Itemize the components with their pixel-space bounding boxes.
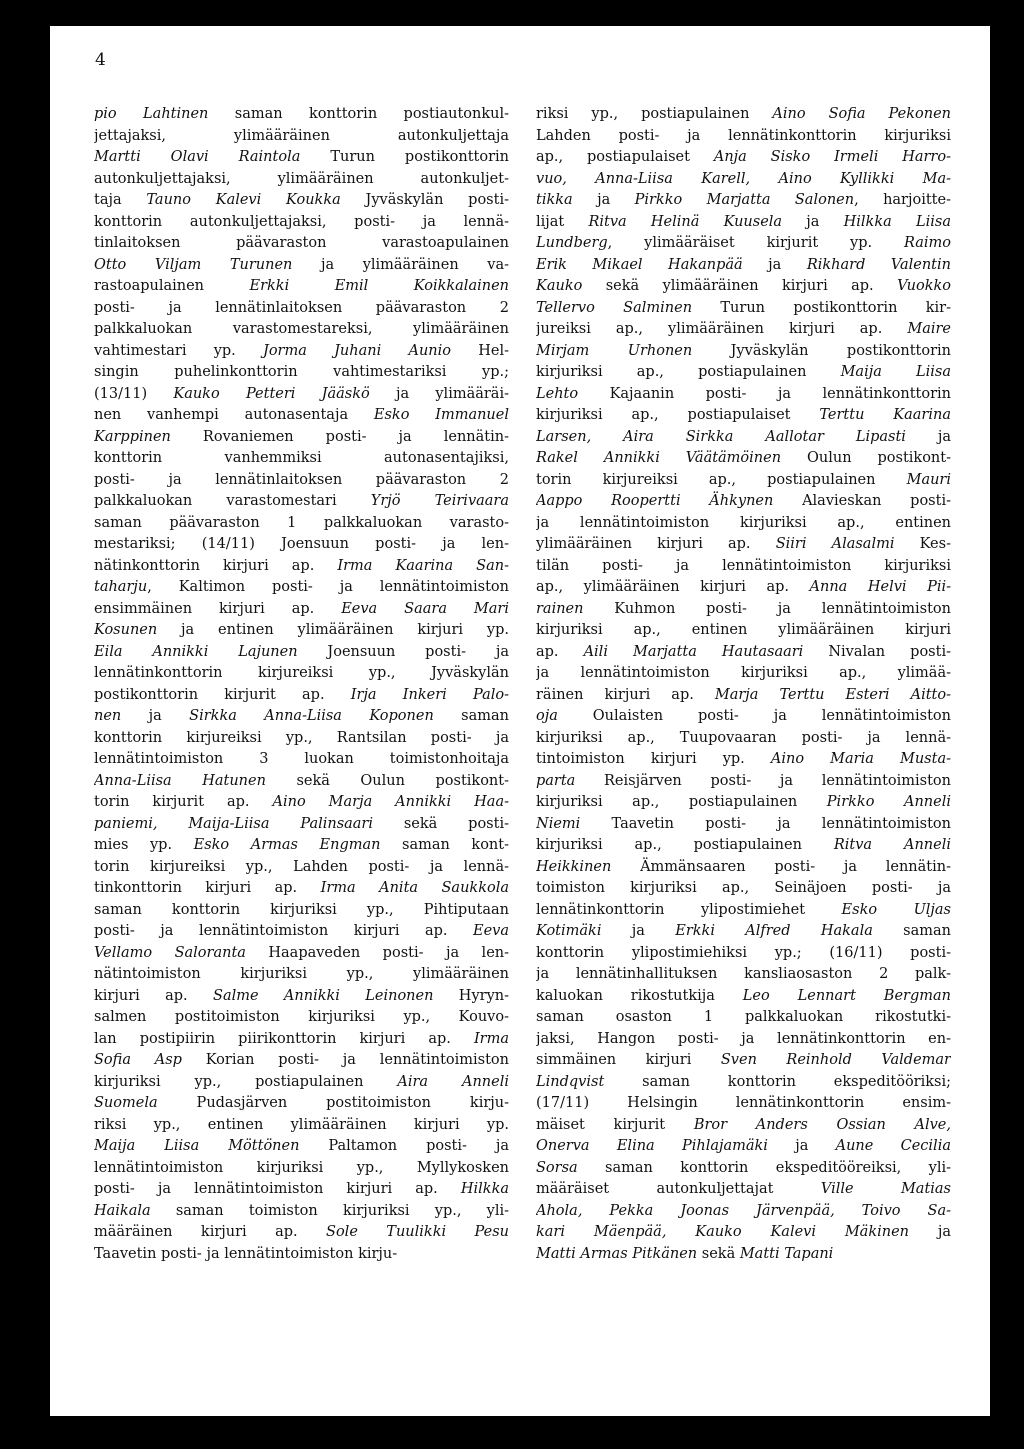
text-line: Tellervo Salminen Turun postikonttorin kir- (536, 299, 951, 316)
text-line: jureiksi ap., ylimääräinen kirjuri ap. Maire (536, 321, 951, 337)
text-line: konttorin kirjureiksi yp., Rantsilan posti- ja (94, 729, 509, 746)
text-line: lan postipiirin piirikonttorin kirjuri ap. Irma (94, 1030, 509, 1047)
text-line: Karppinen Rovaniemen posti- ja lennätin- (94, 428, 509, 445)
page-number: 4 (95, 50, 106, 70)
text-line: jettajaksi, ylimääräinen autonkuljettaja (94, 127, 509, 144)
text-line: nen ja Sirkka Anna-Liisa Koponen saman (94, 708, 509, 724)
text-line: vahtimestari yp. Jorma Juhani Aunio Hel- (94, 342, 509, 359)
text-line: Martti Olavi Raintola Turun postikonttorin (94, 149, 509, 165)
text-line: Otto Viljam Turunen ja ylimääräinen va- (94, 256, 509, 273)
text-line: Haikala saman toimiston kirjuriksi yp., yli- (94, 1202, 509, 1219)
text-line: mestariksi; (14/11) Joensuun posti- ja len- (94, 536, 509, 552)
text-line: postikonttorin kirjurit ap. Irja Inkeri Palo- (94, 686, 509, 703)
text-line: määräiset autonkuljettajat Ville Matias (536, 1181, 951, 1197)
text-line: lennätintoimiston 3 luokan toimistonhoitaja (94, 751, 509, 767)
text-line: Eila Annikki Lajunen Joensuun posti- ja (94, 643, 509, 660)
text-line: riksi yp., entinen ylimääräinen kirjuri yp. (94, 1116, 509, 1133)
text-line: oja Oulaisten posti- ja lennätintoimiston (536, 708, 951, 724)
text-line: parta Reisjärven posti- ja lennätintoimiston (536, 772, 951, 789)
text-line: Vellamo Saloranta Haapaveden posti- ja len- (94, 944, 509, 961)
text-line: torin kirjurit ap. Aino Marja Annikki Haa- (94, 794, 509, 810)
text-line: (13/11) Kauko Petteri Jääskö ja ylimääräi- (94, 385, 509, 402)
text-line: autonkuljettajaksi, ylimääräinen autonkuljet- (94, 170, 509, 187)
text-line: mies yp. Esko Armas Engman saman kont- (94, 837, 509, 853)
text-line: konttorin ylipostimiehiksi yp.; (16/11) posti- (536, 944, 951, 961)
text-line: Suomela Pudasjärven postitoimiston kirju- (94, 1095, 509, 1111)
text-line: torin kirjureiksi ap., postiapulainen Mauri (536, 471, 951, 488)
text-line: Matti Armas Pitkänen sekä Matti Tapani (536, 1245, 834, 1262)
text-line: nätinkonttorin kirjuri ap. Irma Kaarina San- (94, 557, 509, 574)
text-line: kirjuriksi ap., postiapulaiset Terttu Kaarina (536, 407, 951, 423)
text-line: ap. Aili Marjatta Hautasaari Nivalan posti- (536, 643, 951, 660)
text-line: tikka ja Pirkko Marjatta Salonen, harjoitte- (536, 192, 951, 208)
text-line: Taavetin posti- ja lennätintoimiston kirju- (94, 1245, 398, 1262)
text-line: mäiset kirjurit Bror Anders Ossian Alve, (536, 1116, 951, 1133)
text-line: lennätinkonttorin kirjureiksi yp., Jyväskylän (94, 665, 509, 681)
document-page (50, 26, 990, 1416)
text-line: paniemi, Maija-Liisa Palinsaari sekä posti- (94, 815, 509, 832)
text-line: saman osaston 1 palkkaluokan rikostutki- (536, 1009, 951, 1025)
text-line: Lindqvist saman konttorin ekspeditööriksi; (536, 1073, 951, 1090)
text-line: simmäinen kirjuri Sven Reinhold Valdemar (536, 1052, 951, 1068)
text-line: kari Mäenpää, Kauko Kalevi Mäkinen ja (536, 1224, 951, 1240)
text-line: singin puhelinkonttorin vahtimestariksi yp.; (94, 364, 509, 380)
text-line: vuo, Anna-Liisa Karell, Aino Kyllikki Ma- (536, 170, 951, 187)
text-line: kirjuri ap. Salme Annikki Leinonen Hyryn- (94, 987, 509, 1004)
text-line: Lehto Kajaanin posti- ja lennätinkonttorin (536, 385, 951, 402)
text-line: Kauko sekä ylimääräinen kirjuri ap. Vuokko (536, 278, 951, 294)
text-line: räinen kirjuri ap. Marja Terttu Esteri Aitto- (536, 686, 951, 703)
text-line: Anna-Liisa Hatunen sekä Oulun postikont- (94, 772, 509, 789)
text-line: Larsen, Aira Sirkka Aallotar Lipasti ja (536, 428, 951, 445)
text-line: ap., ylimääräinen kirjuri ap. Anna Helvi Pii- (536, 579, 951, 595)
text-line: ap., postiapulaiset Anja Sisko Irmeli Harro- (536, 149, 951, 165)
text-line: kirjuriksi ap., postiapulainen Maija Liisa (536, 364, 951, 380)
text-line: kirjuriksi ap., postiapulainen Ritva Anneli (536, 837, 951, 853)
text-line: ensimmäinen kirjuri ap. Eeva Saara Mari (94, 600, 509, 617)
text-line: kaluokan rikostutkija Leo Lennart Bergman (536, 987, 951, 1004)
text-line: rastoapulainen Erkki Emil Koikkalainen (94, 278, 509, 294)
text-line: posti- ja lennätinlaitoksen päävaraston 2 (94, 471, 509, 488)
text-line: posti- ja lennätintoimiston kirjuri ap. Hilkka (94, 1181, 509, 1197)
text-line: Kosunen ja entinen ylimääräinen kirjuri yp. (94, 622, 509, 638)
text-line: Sorsa saman konttorin ekspeditööreiksi, yli- (536, 1159, 951, 1176)
text-line: taja Tauno Kalevi Koukka Jyväskylän posti- (94, 192, 509, 208)
text-line: pio Lahtinen saman konttorin postiautonkul- (94, 106, 509, 122)
text-line: Aappo Roopertti Ähkynen Alavieskan posti- (536, 493, 951, 509)
text-line: Niemi Taavetin posti- ja lennätintoimiston (536, 815, 951, 832)
text-line: määräinen kirjuri ap. Sole Tuulikki Pesu (94, 1224, 509, 1240)
text-line: Maija Liisa Möttönen Paltamon posti- ja (94, 1138, 509, 1154)
text-line: Erik Mikael Hakanpää ja Rikhard Valentin (536, 256, 951, 273)
text-line: konttorin vanhemmiksi autonasentajiksi, (94, 450, 509, 466)
text-line: ylimääräinen kirjuri ap. Siiri Alasalmi Kes- (536, 536, 951, 552)
text-line: saman päävaraston 1 palkkaluokan varasto- (94, 514, 509, 531)
text-line: Mirjam Urhonen Jyväskylän postikonttorin (536, 342, 951, 359)
text-line: tinlaitoksen päävaraston varastoapulainen (94, 235, 509, 251)
text-line: torin kirjureiksi yp., Lahden posti- ja lennä- (94, 858, 509, 875)
text-line: salmen postitoimiston kirjuriksi yp., Kouvo- (94, 1009, 509, 1025)
text-line: ja lennätintoimiston kirjuriksi ap., ylimää- (536, 665, 951, 681)
text-line: Kotimäki ja Erkki Alfred Hakala saman (536, 923, 951, 939)
text-line: Sofia Asp Korian posti- ja lennätintoimiston (94, 1052, 509, 1068)
text-line: Onerva Elina Pihlajamäki ja Aune Cecilia (536, 1138, 951, 1154)
text-line: nen vanhempi autonasentaja Esko Immanuel (94, 407, 509, 423)
text-line: kirjuriksi ap., Tuupovaaran posti- ja lennä- (536, 729, 951, 746)
text-line: Lundberg, ylimääräiset kirjurit yp. Raimo (536, 235, 951, 251)
text-line: posti- ja lennätinlaitoksen päävaraston 2 (94, 299, 509, 316)
text-line: lennätinkonttorin ylipostimiehet Esko Uljas (536, 901, 951, 918)
text-line: palkkaluokan varastomestareksi, ylimääräinen (94, 321, 509, 337)
text-line: ja lennätintoimiston kirjuriksi ap., entinen (536, 514, 951, 531)
left-column (94, 104, 509, 1265)
text-line: saman konttorin kirjuriksi yp., Pihtiputaan (94, 901, 509, 918)
text-line: jaksi, Hangon posti- ja lennätinkonttorin en- (536, 1030, 951, 1047)
text-line: kirjuriksi ap., postiapulainen Pirkko Anneli (536, 794, 951, 810)
text-line: Lahden posti- ja lennätinkonttorin kirjuriksi (536, 127, 951, 144)
text-line: Heikkinen Ämmänsaaren posti- ja lennätin- (536, 858, 951, 875)
text-line: tinkonttorin kirjuri ap. Irma Anita Saukkola (94, 880, 509, 896)
text-line: kirjuriksi yp., postiapulainen Aira Anneli (94, 1073, 509, 1090)
text-line: riksi yp., postiapulainen Aino Sofia Pekonen (536, 106, 951, 122)
text-line: ja lennätinhallituksen kansliaosaston 2 palk- (536, 966, 951, 982)
text-line: Rakel Annikki Väätämöinen Oulun postikont- (536, 450, 951, 466)
text-line: tintoimiston kirjuri yp. Aino Maria Musta- (536, 751, 951, 767)
text-line: lennätintoimiston kirjuriksi yp., Myllykosken (94, 1159, 509, 1176)
right-column (536, 104, 951, 1265)
text-line: toimiston kirjuriksi ap., Seinäjoen posti- ja (536, 880, 951, 896)
text-line: palkkaluokan varastomestari Yrjö Teirivaara (94, 493, 509, 509)
text-line: posti- ja lennätintoimiston kirjuri ap. Eeva (94, 923, 509, 939)
text-line: rainen Kuhmon posti- ja lennätintoimiston (536, 600, 951, 617)
text-line: taharju, Kaltimon posti- ja lennätintoimiston (94, 579, 509, 595)
text-line: Ahola, Pekka Joonas Järvenpää, Toivo Sa- (536, 1202, 951, 1219)
text-line: konttorin autonkuljettajaksi, posti- ja lennä- (94, 213, 509, 230)
text-line: lijat Ritva Helinä Kuusela ja Hilkka Liisa (536, 213, 951, 230)
text-line: (17/11) Helsingin lennätinkonttorin ensim- (536, 1095, 951, 1111)
text-line: nätintoimiston kirjuriksi yp., ylimääräinen (94, 966, 509, 982)
text-line: tilän posti- ja lennätintoimiston kirjuriksi (536, 557, 951, 574)
text-line: kirjuriksi ap., entinen ylimääräinen kirjuri (536, 622, 951, 638)
